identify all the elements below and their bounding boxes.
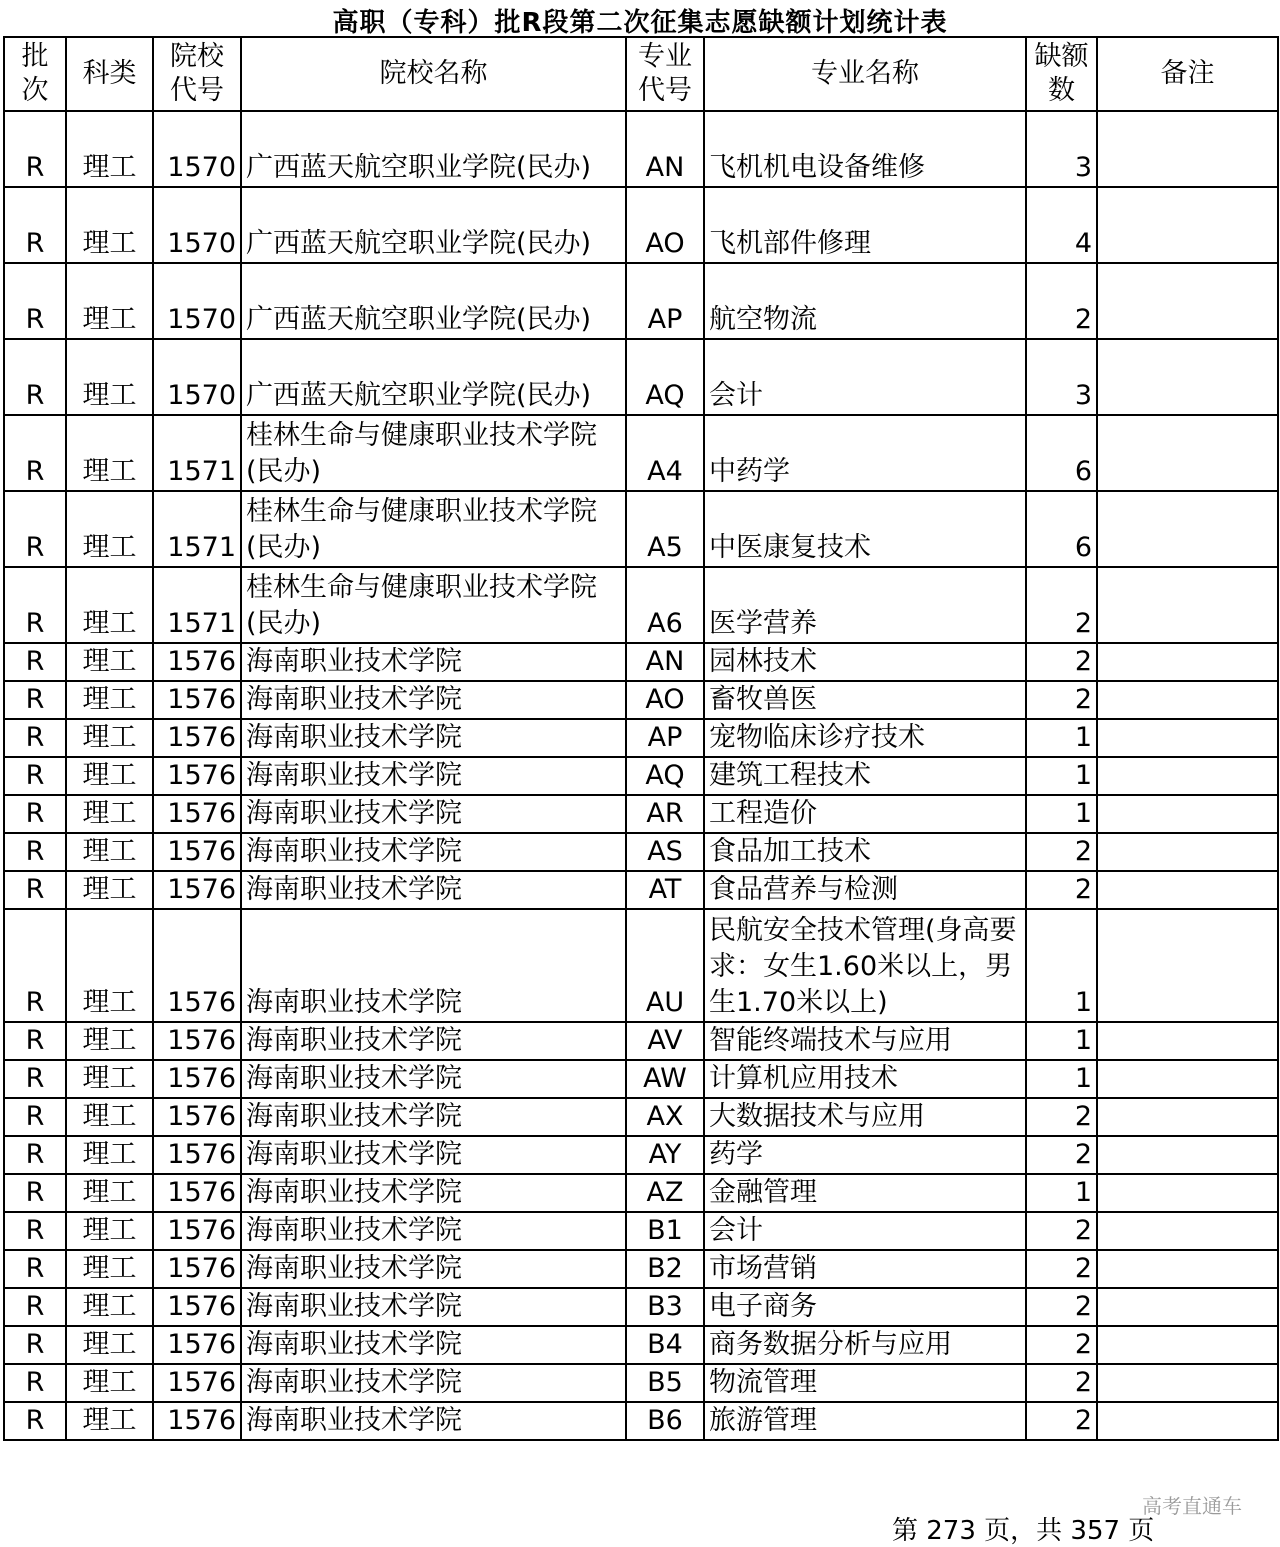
cell-major-name: 智能终端技术与应用 — [704, 1022, 1026, 1060]
cell-major-name: 金融管理 — [704, 1174, 1026, 1212]
cell-batch: R — [4, 1212, 66, 1250]
cell-school-code: 1576 — [153, 1022, 241, 1060]
header-category: 科类 — [66, 37, 153, 111]
watermark: 高考直通车 — [1142, 1494, 1242, 1518]
cell-vacancy: 3 — [1026, 111, 1097, 187]
cell-school-code: 1570 — [153, 111, 241, 187]
table-row — [4, 1326, 1278, 1364]
cell-note — [1097, 1098, 1278, 1136]
cell-major-name: 中药学 — [704, 415, 1026, 491]
cell-school-code: 1576 — [153, 681, 241, 719]
vacancy-table — [3, 36, 1279, 1441]
cell-vacancy: 1 — [1026, 1174, 1097, 1212]
header-major-name: 专业名称 — [704, 37, 1026, 111]
cell-batch: R — [4, 643, 66, 681]
table-row — [4, 909, 1278, 1022]
cell-school-code: 1576 — [153, 871, 241, 909]
cell-school-code: 1571 — [153, 567, 241, 643]
cell-note — [1097, 681, 1278, 719]
cell-school-code: 1576 — [153, 1136, 241, 1174]
cell-major-name: 建筑工程技术 — [704, 757, 1026, 795]
table-row — [4, 567, 1278, 643]
cell-school-code: 1576 — [153, 1250, 241, 1288]
cell-school-name: 海南职业技术学院 — [241, 1250, 626, 1288]
cell-category: 理工 — [66, 1212, 153, 1250]
cell-note — [1097, 1402, 1278, 1440]
cell-major-code: B5 — [626, 1364, 704, 1402]
table-row — [4, 491, 1278, 567]
cell-vacancy: 2 — [1026, 643, 1097, 681]
cell-school-code: 1570 — [153, 263, 241, 339]
cell-school-code: 1576 — [153, 1174, 241, 1212]
cell-school-name: 海南职业技术学院 — [241, 1288, 626, 1326]
cell-major-code: A6 — [626, 567, 704, 643]
cell-category: 理工 — [66, 1364, 153, 1402]
cell-major-name: 医学营养 — [704, 567, 1026, 643]
cell-school-name: 广西蓝天航空职业学院(民办) — [241, 111, 626, 187]
cell-note — [1097, 719, 1278, 757]
cell-major-name: 园林技术 — [704, 643, 1026, 681]
cell-school-name: 海南职业技术学院 — [241, 1212, 626, 1250]
cell-vacancy: 2 — [1026, 567, 1097, 643]
cell-major-name: 会计 — [704, 1212, 1026, 1250]
cell-category: 理工 — [66, 187, 153, 263]
cell-major-name: 民航安全技术管理(身高要求：女生1.60米以上，男生1.70米以上) — [704, 909, 1026, 1022]
cell-major-code: AZ — [626, 1174, 704, 1212]
cell-school-code: 1576 — [153, 1060, 241, 1098]
cell-note — [1097, 1174, 1278, 1212]
cell-batch: R — [4, 909, 66, 1022]
cell-major-code: AP — [626, 719, 704, 757]
cell-school-name: 海南职业技术学院 — [241, 681, 626, 719]
table-body — [4, 111, 1278, 1440]
cell-batch: R — [4, 871, 66, 909]
cell-vacancy: 2 — [1026, 1136, 1097, 1174]
cell-batch: R — [4, 795, 66, 833]
cell-note — [1097, 1326, 1278, 1364]
cell-vacancy: 3 — [1026, 339, 1097, 415]
cell-major-code: AP — [626, 263, 704, 339]
cell-school-code: 1576 — [153, 643, 241, 681]
cell-vacancy: 1 — [1026, 1022, 1097, 1060]
cell-major-code: AY — [626, 1136, 704, 1174]
cell-school-name: 广西蓝天航空职业学院(民办) — [241, 187, 626, 263]
cell-school-name: 海南职业技术学院 — [241, 757, 626, 795]
cell-major-name: 大数据技术与应用 — [704, 1098, 1026, 1136]
cell-note — [1097, 187, 1278, 263]
cell-vacancy: 2 — [1026, 681, 1097, 719]
cell-school-code: 1576 — [153, 795, 241, 833]
cell-major-code: AT — [626, 871, 704, 909]
table-row — [4, 757, 1278, 795]
cell-vacancy: 1 — [1026, 757, 1097, 795]
table-row — [4, 1364, 1278, 1402]
cell-category: 理工 — [66, 643, 153, 681]
table-row — [4, 415, 1278, 491]
cell-major-name: 航空物流 — [704, 263, 1026, 339]
cell-school-name: 海南职业技术学院 — [241, 1402, 626, 1440]
cell-batch: R — [4, 719, 66, 757]
cell-school-code: 1576 — [153, 1326, 241, 1364]
cell-major-name: 食品营养与检测 — [704, 871, 1026, 909]
table-row — [4, 719, 1278, 757]
cell-batch: R — [4, 1288, 66, 1326]
cell-batch: R — [4, 1022, 66, 1060]
cell-note — [1097, 111, 1278, 187]
cell-note — [1097, 1060, 1278, 1098]
cell-major-code: AQ — [626, 339, 704, 415]
cell-school-code: 1576 — [153, 1098, 241, 1136]
cell-category: 理工 — [66, 111, 153, 187]
cell-major-code: AN — [626, 643, 704, 681]
cell-category: 理工 — [66, 1288, 153, 1326]
cell-school-name: 海南职业技术学院 — [241, 1364, 626, 1402]
cell-major-name: 会计 — [704, 339, 1026, 415]
cell-batch: R — [4, 1402, 66, 1440]
cell-category: 理工 — [66, 871, 153, 909]
cell-note — [1097, 1136, 1278, 1174]
cell-school-code: 1576 — [153, 833, 241, 871]
cell-category: 理工 — [66, 719, 153, 757]
cell-note — [1097, 1250, 1278, 1288]
cell-school-code: 1576 — [153, 909, 241, 1022]
cell-category: 理工 — [66, 1022, 153, 1060]
cell-school-code: 1576 — [153, 719, 241, 757]
page-number: 第 273 页，共 357 页 — [892, 1516, 1155, 1546]
cell-category: 理工 — [66, 263, 153, 339]
cell-category: 理工 — [66, 681, 153, 719]
cell-school-name: 海南职业技术学院 — [241, 1326, 626, 1364]
table-row — [4, 795, 1278, 833]
cell-batch: R — [4, 111, 66, 187]
cell-school-name: 广西蓝天航空职业学院(民办) — [241, 339, 626, 415]
cell-major-name: 畜牧兽医 — [704, 681, 1026, 719]
cell-batch: R — [4, 1364, 66, 1402]
cell-school-code: 1576 — [153, 1212, 241, 1250]
cell-note — [1097, 795, 1278, 833]
table-row — [4, 1098, 1278, 1136]
cell-vacancy: 2 — [1026, 1288, 1097, 1326]
cell-vacancy: 2 — [1026, 1098, 1097, 1136]
cell-major-code: AS — [626, 833, 704, 871]
cell-major-name: 市场营销 — [704, 1250, 1026, 1288]
table-row — [4, 1402, 1278, 1440]
cell-batch: R — [4, 1060, 66, 1098]
cell-note — [1097, 1288, 1278, 1326]
cell-school-code: 1571 — [153, 491, 241, 567]
cell-category: 理工 — [66, 757, 153, 795]
cell-note — [1097, 1364, 1278, 1402]
cell-vacancy: 4 — [1026, 187, 1097, 263]
table-row — [4, 1022, 1278, 1060]
cell-major-code: B4 — [626, 1326, 704, 1364]
page-title: 高职（专科）批R段第二次征集志愿缺额计划统计表 — [332, 8, 948, 38]
cell-school-name: 桂林生命与健康职业技术学院(民办) — [241, 567, 626, 643]
header-note: 备注 — [1097, 37, 1278, 111]
cell-vacancy: 2 — [1026, 1250, 1097, 1288]
cell-major-code: AU — [626, 909, 704, 1022]
cell-major-code: AN — [626, 111, 704, 187]
cell-batch: R — [4, 1250, 66, 1288]
cell-category: 理工 — [66, 1098, 153, 1136]
cell-school-name: 海南职业技术学院 — [241, 643, 626, 681]
table-row — [4, 1250, 1278, 1288]
table-row — [4, 1136, 1278, 1174]
header-batch: 批次 — [4, 37, 66, 111]
cell-school-name: 海南职业技术学院 — [241, 795, 626, 833]
cell-category: 理工 — [66, 1136, 153, 1174]
cell-school-name: 海南职业技术学院 — [241, 871, 626, 909]
cell-school-name: 海南职业技术学院 — [241, 1098, 626, 1136]
table-row — [4, 339, 1278, 415]
cell-batch: R — [4, 681, 66, 719]
cell-batch: R — [4, 187, 66, 263]
cell-school-code: 1576 — [153, 1402, 241, 1440]
cell-vacancy: 1 — [1026, 1060, 1097, 1098]
cell-major-code: A4 — [626, 415, 704, 491]
cell-vacancy: 1 — [1026, 719, 1097, 757]
table-row — [4, 1288, 1278, 1326]
header-row — [4, 37, 1278, 111]
cell-school-name: 海南职业技术学院 — [241, 909, 626, 1022]
cell-major-name: 食品加工技术 — [704, 833, 1026, 871]
cell-major-code: B2 — [626, 1250, 704, 1288]
cell-batch: R — [4, 1098, 66, 1136]
cell-major-name: 计算机应用技术 — [704, 1060, 1026, 1098]
cell-category: 理工 — [66, 415, 153, 491]
cell-major-code: AO — [626, 187, 704, 263]
cell-major-code: AW — [626, 1060, 704, 1098]
cell-vacancy: 2 — [1026, 1212, 1097, 1250]
cell-category: 理工 — [66, 491, 153, 567]
cell-major-name: 中医康复技术 — [704, 491, 1026, 567]
table-row — [4, 263, 1278, 339]
cell-category: 理工 — [66, 339, 153, 415]
cell-note — [1097, 1022, 1278, 1060]
cell-school-name: 桂林生命与健康职业技术学院(民办) — [241, 491, 626, 567]
cell-category: 理工 — [66, 1326, 153, 1364]
cell-vacancy: 2 — [1026, 1364, 1097, 1402]
cell-major-name: 商务数据分析与应用 — [704, 1326, 1026, 1364]
cell-note — [1097, 415, 1278, 491]
cell-major-name: 电子商务 — [704, 1288, 1026, 1326]
cell-school-name: 桂林生命与健康职业技术学院(民办) — [241, 415, 626, 491]
table-row — [4, 1060, 1278, 1098]
cell-vacancy: 2 — [1026, 833, 1097, 871]
cell-batch: R — [4, 1136, 66, 1174]
cell-batch: R — [4, 1326, 66, 1364]
cell-school-code: 1576 — [153, 757, 241, 795]
cell-major-code: AX — [626, 1098, 704, 1136]
cell-note — [1097, 567, 1278, 643]
cell-vacancy: 1 — [1026, 909, 1097, 1022]
cell-category: 理工 — [66, 1174, 153, 1212]
header-school-code: 院校代号 — [153, 37, 241, 111]
cell-batch: R — [4, 491, 66, 567]
table-row — [4, 1212, 1278, 1250]
cell-school-name: 海南职业技术学院 — [241, 1022, 626, 1060]
cell-school-code: 1576 — [153, 1364, 241, 1402]
cell-note — [1097, 643, 1278, 681]
cell-major-code: AQ — [626, 757, 704, 795]
cell-vacancy: 2 — [1026, 263, 1097, 339]
cell-school-code: 1570 — [153, 339, 241, 415]
cell-major-name: 宠物临床诊疗技术 — [704, 719, 1026, 757]
table-row — [4, 187, 1278, 263]
cell-vacancy: 2 — [1026, 1326, 1097, 1364]
cell-school-name: 海南职业技术学院 — [241, 1060, 626, 1098]
cell-vacancy: 6 — [1026, 415, 1097, 491]
cell-school-name: 海南职业技术学院 — [241, 1136, 626, 1174]
cell-category: 理工 — [66, 1402, 153, 1440]
cell-batch: R — [4, 1174, 66, 1212]
table-row — [4, 681, 1278, 719]
cell-major-code: AR — [626, 795, 704, 833]
cell-note — [1097, 491, 1278, 567]
cell-major-code: B1 — [626, 1212, 704, 1250]
cell-major-name: 物流管理 — [704, 1364, 1026, 1402]
cell-note — [1097, 909, 1278, 1022]
cell-note — [1097, 871, 1278, 909]
cell-note — [1097, 1212, 1278, 1250]
cell-category: 理工 — [66, 1060, 153, 1098]
cell-school-code: 1571 — [153, 415, 241, 491]
cell-note — [1097, 263, 1278, 339]
cell-batch: R — [4, 567, 66, 643]
cell-school-code: 1570 — [153, 187, 241, 263]
cell-batch: R — [4, 833, 66, 871]
cell-school-name: 广西蓝天航空职业学院(民办) — [241, 263, 626, 339]
cell-batch: R — [4, 757, 66, 795]
cell-major-name: 旅游管理 — [704, 1402, 1026, 1440]
cell-major-name: 工程造价 — [704, 795, 1026, 833]
table-row — [4, 871, 1278, 909]
cell-category: 理工 — [66, 833, 153, 871]
cell-category: 理工 — [66, 567, 153, 643]
table-row — [4, 1174, 1278, 1212]
cell-batch: R — [4, 339, 66, 415]
cell-category: 理工 — [66, 795, 153, 833]
header-major-code: 专业代号 — [626, 37, 704, 111]
cell-note — [1097, 339, 1278, 415]
cell-major-code: B3 — [626, 1288, 704, 1326]
cell-batch: R — [4, 415, 66, 491]
cell-note — [1097, 757, 1278, 795]
cell-major-name: 飞机部件修理 — [704, 187, 1026, 263]
cell-school-name: 海南职业技术学院 — [241, 833, 626, 871]
cell-major-code: A5 — [626, 491, 704, 567]
cell-major-code: B6 — [626, 1402, 704, 1440]
cell-major-name: 飞机机电设备维修 — [704, 111, 1026, 187]
cell-vacancy: 2 — [1026, 1402, 1097, 1440]
cell-major-name: 药学 — [704, 1136, 1026, 1174]
cell-school-name: 海南职业技术学院 — [241, 719, 626, 757]
cell-major-code: AO — [626, 681, 704, 719]
cell-category: 理工 — [66, 909, 153, 1022]
cell-school-name: 海南职业技术学院 — [241, 1174, 626, 1212]
header-school-name: 院校名称 — [241, 37, 626, 111]
cell-major-code: AV — [626, 1022, 704, 1060]
cell-note — [1097, 833, 1278, 871]
table-row — [4, 111, 1278, 187]
header-vacancy: 缺额数 — [1026, 37, 1097, 111]
cell-vacancy: 2 — [1026, 871, 1097, 909]
cell-vacancy: 6 — [1026, 491, 1097, 567]
cell-category: 理工 — [66, 1250, 153, 1288]
cell-batch: R — [4, 263, 66, 339]
cell-vacancy: 1 — [1026, 795, 1097, 833]
cell-school-code: 1576 — [153, 1288, 241, 1326]
table-row — [4, 833, 1278, 871]
table-row — [4, 643, 1278, 681]
